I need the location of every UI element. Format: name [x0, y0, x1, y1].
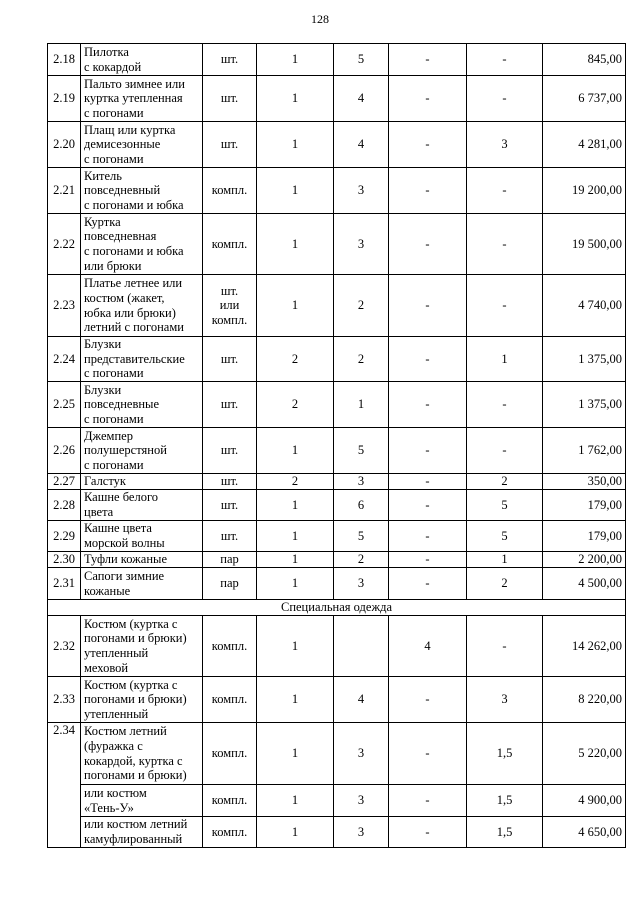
item-name: или костюм «Тень-У» [81, 785, 203, 817]
item-name: или костюм летний камуфлированный [81, 817, 203, 848]
item-name: Китель повседневный с погонами и юбка [81, 168, 203, 214]
item-col-b: 1,5 [467, 723, 543, 785]
item-unit: компл. [203, 677, 257, 723]
item-unit: шт. [203, 474, 257, 490]
item-col-a: - [389, 428, 467, 474]
item-number: 2.20 [48, 122, 81, 168]
item-name: Кашне цвета морской волны [81, 521, 203, 552]
table-row [48, 521, 626, 552]
item-term [334, 616, 389, 677]
item-quantity: 1 [257, 76, 334, 122]
item-col-b: 1,5 [467, 817, 543, 848]
item-col-b: - [467, 428, 543, 474]
table-row [48, 616, 626, 677]
item-col-b: 1 [467, 337, 543, 382]
table-row [48, 275, 626, 337]
item-col-a: - [389, 214, 467, 275]
item-col-b: 1,5 [467, 785, 543, 817]
table-row [48, 76, 626, 122]
item-name: Костюм (куртка с погонами и брюки) утепленный [81, 677, 203, 723]
item-col-a: - [389, 677, 467, 723]
item-name: Пилотка с кокардой [81, 44, 203, 76]
item-term: 2 [334, 337, 389, 382]
item-price: 2 200,00 [543, 552, 626, 568]
item-price: 845,00 [543, 44, 626, 76]
item-term: 4 [334, 677, 389, 723]
item-col-b: - [467, 76, 543, 122]
table-row [48, 428, 626, 474]
item-price: 5 220,00 [543, 723, 626, 785]
item-number: 2.18 [48, 44, 81, 76]
item-price: 4 650,00 [543, 817, 626, 848]
item-term: 1 [334, 382, 389, 428]
item-col-b: 1 [467, 552, 543, 568]
item-col-a: - [389, 168, 467, 214]
table-row [48, 214, 626, 275]
item-name: Куртка повседневная с погонами и юбка или брюки [81, 214, 203, 275]
section-title: Специальная одежда [48, 600, 626, 616]
item-col-b: - [467, 168, 543, 214]
item-col-b: 3 [467, 122, 543, 168]
item-col-a: - [389, 382, 467, 428]
item-unit: компл. [203, 723, 257, 785]
item-name: Блузки представительские с погонами [81, 337, 203, 382]
item-col-a: - [389, 275, 467, 337]
item-number: 2.24 [48, 337, 81, 382]
item-number: 2.19 [48, 76, 81, 122]
item-price: 1 762,00 [543, 428, 626, 474]
item-number: 2.27 [48, 474, 81, 490]
item-term: 2 [334, 552, 389, 568]
table-row [48, 785, 626, 817]
item-unit: пар [203, 568, 257, 600]
item-col-a: - [389, 490, 467, 521]
item-term: 3 [334, 474, 389, 490]
table-row [48, 490, 626, 521]
item-number: 2.26 [48, 428, 81, 474]
item-name: Пальто зимнее или куртка утепленная с погонами [81, 76, 203, 122]
item-col-b: - [467, 616, 543, 677]
item-price: 179,00 [543, 490, 626, 521]
item-number: 2.30 [48, 552, 81, 568]
item-col-b: - [467, 214, 543, 275]
item-name: Галстук [81, 474, 203, 490]
item-term: 4 [334, 76, 389, 122]
item-quantity: 1 [257, 568, 334, 600]
item-term: 3 [334, 568, 389, 600]
item-col-b: - [467, 44, 543, 76]
item-term: 3 [334, 723, 389, 785]
item-number: 2.25 [48, 382, 81, 428]
item-name: Джемпер полушерстяной с погонами [81, 428, 203, 474]
item-number: 2.31 [48, 568, 81, 600]
item-price: 19 500,00 [543, 214, 626, 275]
item-unit: шт. [203, 521, 257, 552]
item-number: 2.33 [48, 677, 81, 723]
item-name: Плащ или куртка демисезонные с погонами [81, 122, 203, 168]
item-number: 2.23 [48, 275, 81, 337]
table-row [48, 168, 626, 214]
item-name: Платье летнее или костюм (жакет, юбка или брюки) летний с погонами [81, 275, 203, 337]
item-price: 4 500,00 [543, 568, 626, 600]
item-term: 2 [334, 275, 389, 337]
item-quantity: 1 [257, 168, 334, 214]
table-row [48, 723, 626, 785]
item-quantity: 2 [257, 382, 334, 428]
item-col-a: 4 [389, 616, 467, 677]
item-price: 350,00 [543, 474, 626, 490]
item-col-b: 2 [467, 474, 543, 490]
item-price: 179,00 [543, 521, 626, 552]
table-row [48, 44, 626, 76]
item-col-b: 3 [467, 677, 543, 723]
item-unit: шт. [203, 428, 257, 474]
item-quantity: 1 [257, 521, 334, 552]
item-col-b: 2 [467, 568, 543, 600]
uniform-table [47, 43, 626, 848]
item-quantity: 1 [257, 785, 334, 817]
item-unit: шт. [203, 490, 257, 521]
item-col-a: - [389, 76, 467, 122]
item-quantity: 1 [257, 428, 334, 474]
item-number: 2.22 [48, 214, 81, 275]
item-quantity: 2 [257, 474, 334, 490]
item-col-a: - [389, 474, 467, 490]
item-unit: компл. [203, 214, 257, 275]
item-quantity: 1 [257, 817, 334, 848]
item-name: Кашне белого цвета [81, 490, 203, 521]
item-price: 4 740,00 [543, 275, 626, 337]
item-term: 4 [334, 122, 389, 168]
item-quantity: 1 [257, 723, 334, 785]
item-term: 6 [334, 490, 389, 521]
item-quantity: 1 [257, 552, 334, 568]
table-row [48, 817, 626, 848]
item-price: 6 737,00 [543, 76, 626, 122]
item-unit: компл. [203, 168, 257, 214]
item-price: 4 900,00 [543, 785, 626, 817]
page-number: 128 [311, 12, 329, 26]
item-price: 8 220,00 [543, 677, 626, 723]
item-col-a: - [389, 552, 467, 568]
item-price: 14 262,00 [543, 616, 626, 677]
item-quantity: 1 [257, 490, 334, 521]
item-term: 3 [334, 817, 389, 848]
item-unit: шт. [203, 337, 257, 382]
item-name: Туфли кожаные [81, 552, 203, 568]
table-row [48, 122, 626, 168]
item-term: 3 [334, 785, 389, 817]
table-row [48, 552, 626, 568]
item-col-a: - [389, 785, 467, 817]
item-col-a: - [389, 44, 467, 76]
section-row [48, 600, 626, 616]
item-name: Костюм (куртка с погонами и брюки) утепленный меховой [81, 616, 203, 677]
item-name: Блузки повседневные с погонами [81, 382, 203, 428]
item-number: 2.29 [48, 521, 81, 552]
item-col-b: 5 [467, 521, 543, 552]
table-row [48, 382, 626, 428]
item-term: 3 [334, 168, 389, 214]
item-unit: шт. [203, 76, 257, 122]
table-row [48, 337, 626, 382]
item-col-a: - [389, 521, 467, 552]
item-quantity: 2 [257, 337, 334, 382]
item-col-b: 5 [467, 490, 543, 521]
item-quantity: 1 [257, 122, 334, 168]
item-term: 5 [334, 44, 389, 76]
item-quantity: 1 [257, 616, 334, 677]
item-price: 4 281,00 [543, 122, 626, 168]
item-quantity: 1 [257, 44, 334, 76]
item-unit: шт. [203, 122, 257, 168]
item-col-a: - [389, 817, 467, 848]
item-quantity: 1 [257, 214, 334, 275]
item-price: 19 200,00 [543, 168, 626, 214]
item-name: Сапоги зимние кожаные [81, 568, 203, 600]
item-quantity: 1 [257, 275, 334, 337]
item-unit: пар [203, 552, 257, 568]
item-unit: компл. [203, 616, 257, 677]
item-unit: компл. [203, 785, 257, 817]
item-col-b: - [467, 275, 543, 337]
item-term: 5 [334, 521, 389, 552]
item-col-b: - [467, 382, 543, 428]
item-col-a: - [389, 337, 467, 382]
item-number: 2.21 [48, 168, 81, 214]
item-col-a: - [389, 568, 467, 600]
table-row [48, 474, 626, 490]
item-name: Костюм летний (фуражка с кокардой, куртка с погонами и брюки) [81, 723, 203, 785]
item-unit: компл. [203, 817, 257, 848]
item-col-a: - [389, 723, 467, 785]
item-unit: шт. или компл. [203, 275, 257, 337]
item-unit: шт. [203, 44, 257, 76]
item-number: 2.28 [48, 490, 81, 521]
table-row [48, 568, 626, 600]
table-row [48, 677, 626, 723]
item-price: 1 375,00 [543, 337, 626, 382]
item-unit: шт. [203, 382, 257, 428]
item-number: 2.32 [48, 616, 81, 677]
item-price: 1 375,00 [543, 382, 626, 428]
item-col-a: - [389, 122, 467, 168]
item-term: 3 [334, 214, 389, 275]
item-quantity: 1 [257, 677, 334, 723]
item-number: 2.34 [48, 723, 81, 848]
item-term: 5 [334, 428, 389, 474]
